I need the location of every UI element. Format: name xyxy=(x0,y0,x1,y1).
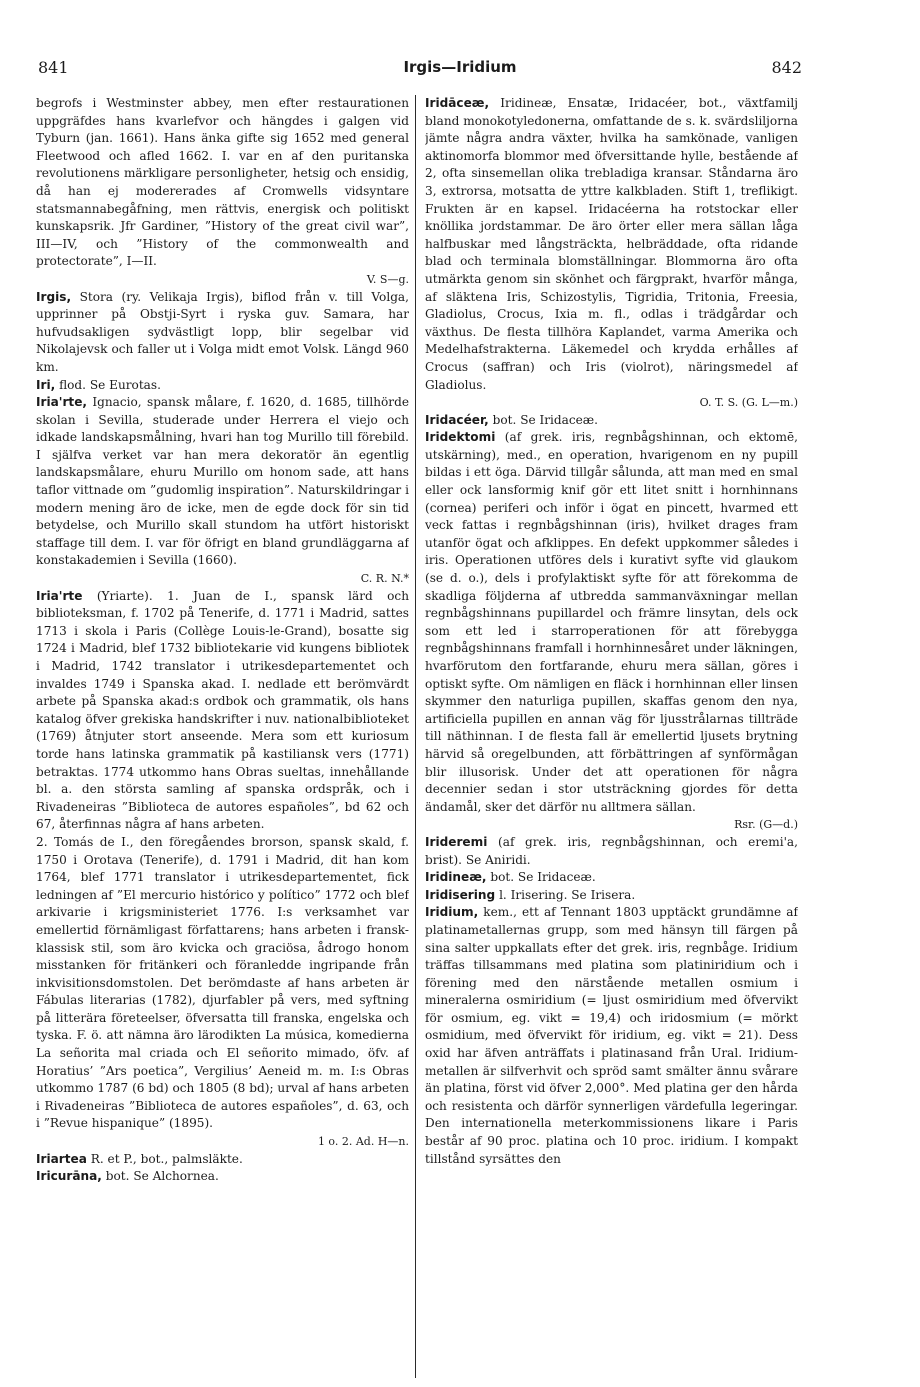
entry xyxy=(36,95,409,289)
entry-signature: V. S—g. xyxy=(366,272,409,286)
entry-headword: Iridacéer, xyxy=(425,412,489,427)
entry-text: R. et P., bot., palmsläkte. xyxy=(90,1151,243,1166)
entry-text: bot. Se Alchornea. xyxy=(105,1169,219,1184)
entry-text: (Yriarte). 1. Juan de I., spansk lärd och biblioteksman, f. 1702 på Tenerife, d. 1771 i Madrid, sattes 1713 i skola i Paris (Collège Louis-le-Grand), bosatte sig 1724 i Madrid, blef 1732 bibliotekarie vid kungens bibliotek i Madrid, 1742 translator i utrikesdepartementet och invaldes 1749 i Spanska akad. I. nedlade ett berömvärdt arbete på Spanska akad:s ordbok och grammatik, ols hans katalog öfver grekiska handskrifter i nuv. nationalbiblioteket (1769) åtnjuter stort anseende. Mera som ett kuriosum torde hans latinska grammatik på kastiliansk vers (1771) betraktas. 1774 utkommo hans Obras sueltas, innehållande bl. a. den största samling af spanska ordspråk, och i Rivadeneiras ”Biblioteca de autores españoles”, bd 62 och 67, återfinnas några af hans arbeten. xyxy=(36,588,409,832)
entry-headword: Irideremi xyxy=(425,834,488,849)
entry xyxy=(36,1168,409,1186)
entry xyxy=(425,412,798,430)
entry-text: Stora (ry. Velikaja Irgis), biflod från v. till Volga, upprinner på Obstji-Syrt i ryska guv. Samara, har hufvudsakligen sydvästligt lopp, blir segelbar vid Nikolajevsk och faller ut i Volga midt emot Volsk. Längd 960 km. xyxy=(36,289,409,374)
entry-text: flod. Se Eurotas. xyxy=(59,377,161,392)
entry-headword: Iri, xyxy=(36,377,56,392)
entry-headword: Iriartea xyxy=(36,1151,87,1166)
entry-signature: C. R. N.* xyxy=(360,572,409,586)
entry-headword: Iridisering xyxy=(425,887,496,902)
entry-text: Iridineæ, Ensatæ, Iridacéer, bot., växtfamilj bland monokotyledonerna, omfattande de s. k. svärdsliljorna jämte några andra växter, hvilka ha samkönade, vanligen aktinomorfa blommor med öfversittande hylle, bestående af 2, ofta sinsemellan olika trebladiga kransar. Ståndarna äro 3, extrorsa, motsatta de yttre kalkbladen. Stift 1, treflikigt. Frukten är en kapsel. Iridacéerna ha rotstockar eller knöllika jordstammar. De äro örter eller mera sällan låga halfbuskar med långsträckta, helbräddade, ofta ridande blad och terminala blomställningar. Blommorna äro ofta utmärkta genom sin skönhet och färgprakt, hvarför många, af släktena Iris, Schizostylis, Tigridia, Tritonia, Freesia, Gladiolus, Crocus, Ixia m. fl., odlas i trädgårdar och växthus. De flesta tillhöra Kaplandet, varma Amerika och Medelhafstrakterna. Läkemedel och krydda erhålles af Crocus (saffran) och Iris (violrot), näringsmedel af Gladiolus. xyxy=(425,96,798,392)
entry-text: begrofs i Westminster abbey, men efter restaurationen uppgräfdes hans kvarlefvor och hängdes i galgen vid Tyburn (jan. 1661). Hans änka gifte sig 1652 med general Fleetwood och afled 1662. I. var en af den puritanska revolutionens märkligare personligheter, hetsig och ensidig, då han ej modererades af Cromwells vidsyntare statsmannabegåfning, men rättvis, energisk och politiskt kunskapsrik. Jfr Gardiner, ”History of the great civil war”, III—IV, och ”History of the commonwealth and protectorate”, I—II. xyxy=(36,96,409,269)
page-number-left: 841 xyxy=(38,58,69,77)
entry xyxy=(36,377,409,395)
entry-headword: Iricurāna, xyxy=(36,1169,102,1184)
entry-headword: Irgis, xyxy=(36,289,72,304)
entry xyxy=(36,1151,409,1169)
entry-headword: Iria'rte xyxy=(36,588,83,603)
entry-text: (af grek. iris, regnbågshinnan, och eremi'a, brist). Se Aniridi. xyxy=(425,834,798,867)
entry-headword: Iridektomi xyxy=(425,430,496,445)
entry xyxy=(36,394,409,588)
entry xyxy=(425,429,798,834)
entry-text: bot. Se Iridaceæ. xyxy=(492,412,599,427)
entry-text: (af grek. iris, regnbågshinnan, och ektomē, utskärning), med., en operation, hvarigenom en ny pupill bildas i ett öga. Därvid tillgår sålunda, att man med en smal eller ock lansformig knif gör ett litet snitt i hornhinnans (cornea) periferi och inför i ögat en pincett, hvarmed ett veck fattas i regnbågshinnan (iris), hvilket drages fram utanför ögat och afklippes. En defekt uppkommer således i iris. Operationen utföres dels i kurativt syfte vid glaukom (se d. o.), dels i profylaktiskt syfte för att förekomma de skadliga följderna af utbredda sammanväxningar mellan regnbågshinnans pupillardel och främre linsytan, dels ock som ett led i starroperationen för att förebygga regnbågshinnans framfall i hornhinnesåret under läkningen, hvarförutom den fortfarande, ehuru mera sällan, göres i optiskt syfte. Om nämligen en fläck i hornhinnan eller linsen skymmer den naturliga pupillen, skaffas genom den nya, artificiella pupillen en annan väg för ljusstrålarnas tillträde till näthinnan. I de flesta fall är emellertid ljusets brytning härvid så oregelbunden, att förbättringen af synförmågan blir illusorisk. Under det att operationen för några decennier sedan i stor utsträckning gjordes för detta ändamål, sker det därför nu alltmera sällan. xyxy=(425,430,798,814)
entry xyxy=(425,834,798,869)
entry-text: kem., ett af Tennant 1803 upptäckt grundämne af platinametallernas grupp, som med hänsyn till färgen på sina salter uppkallats efter det grek. iris, regnbåge. Iridium träffas tillsammans med platina som platiniridium och i förening med den närstående metallen osmium i mineralerna osmiridium (= ljust osmiridium med öfvervikt för osmium, eg. vikt = 19,4) och iridosmium (= mörkt osmidium, med öfvervikt för iridium, eg. vikt = 21). Dess oxid har äfven anträffats i platinasand från Ural. Iridium-metallen är silfverhvit och spröd samt smälter ännu svårare än platina, först vid öfver 2,000°. Med platina ger den hårda och resistenta och därför synnerligen värdefulla legeringar. Den internationella meterkommissionens likare i Paris består af 90 proc. platina och 10 proc. iridium. I kompakt tillstånd syrsättes den xyxy=(425,905,798,1166)
entry-signature: O. T. S. (G. L—m.) xyxy=(699,396,798,410)
entry-headword: Iridāceæ, xyxy=(425,96,490,110)
entry xyxy=(425,869,798,887)
column-divider xyxy=(415,95,416,1378)
entry xyxy=(36,834,409,1151)
page-number-right: 842 xyxy=(771,58,802,77)
entry-text: Ignacio, spansk målare, f. 1620, d. 1685, tillhörde skolan i Sevilla, studerade under Herrera el viejo och idkade landskapsmålning, hvari han tog Murillo till förebild. I själfva verket var han mera dekoratör än egentlig landskapsmålare, ehuru Murillo om honom sade, att hans taflor vittnade om ”gudomlig inspiration”. Naturskildringar i modern mening äro de icke, men de egde dock för sin tid betydelse, och Murillo skall stundom ha utfört historiskt staffage till dem. I. var för öfrigt en bland grundläggarna af konstakademien i Sevilla (1660). xyxy=(36,395,409,568)
entry-signature: 1 o. 2. Ad. H—n. xyxy=(317,1135,409,1149)
entry xyxy=(36,289,409,377)
entry-text: 2. Tomás de I., den föregåendes brorson, spansk skald, f. 1750 i Orotava (Tenerife), d. 1791 i Madrid, dit han kom 1764, blef 1771 translator i utrikesdepartementet, fick ledningen af ”El mercurio histórico y político” 1772 och blef arkivarie i krigsministeriet 1776. I:s verksamhet var emellertid förnämligast författarens; hans arbeten i fransk-klassisk stil, som äro kvicka och graciösa, ådrogo honom misstanken för fritänkeri och föranledde ingripande från inkvisitionsdomstolen. Det berömdaste af hans arbeten är Fábulas literarias (1782), djurfabler på vers, med syftning på litterära företeelser, öfversatta till franska, engelska och tyska. F. ö. att nämna äro lärodikten La música, komedierna La señorita mal criada och El señorito mimado, öfv. af Horatius’ ”Ars poetica”, Vergilius’ Aeneid m. m. I:s Obras utkommo 1787 (6 bd) och 1805 (8 bd); urval af hans arbeten i Rivadeneiras ”Biblioteca de autores españoles”, d. 63, och i ”Revue hispanique” (1895). xyxy=(36,834,409,1131)
running-title: Irgis—Iridium xyxy=(403,58,517,76)
page-header xyxy=(0,58,920,82)
entry-text: l. Irisering. Se Irisera. xyxy=(499,887,636,902)
entry xyxy=(36,588,409,834)
entry xyxy=(425,904,798,1168)
entry-headword: Iria'rte, xyxy=(36,395,88,410)
left-column xyxy=(36,95,409,1375)
entry-headword: Iridineæ, xyxy=(425,870,487,885)
right-column xyxy=(425,95,798,1375)
entry-signature: Rsr. (G—d.) xyxy=(734,818,798,832)
entry xyxy=(425,887,798,905)
entry xyxy=(425,95,798,412)
entry-headword: Iridium, xyxy=(425,905,479,920)
entry-text: bot. Se Iridaceæ. xyxy=(490,870,596,885)
